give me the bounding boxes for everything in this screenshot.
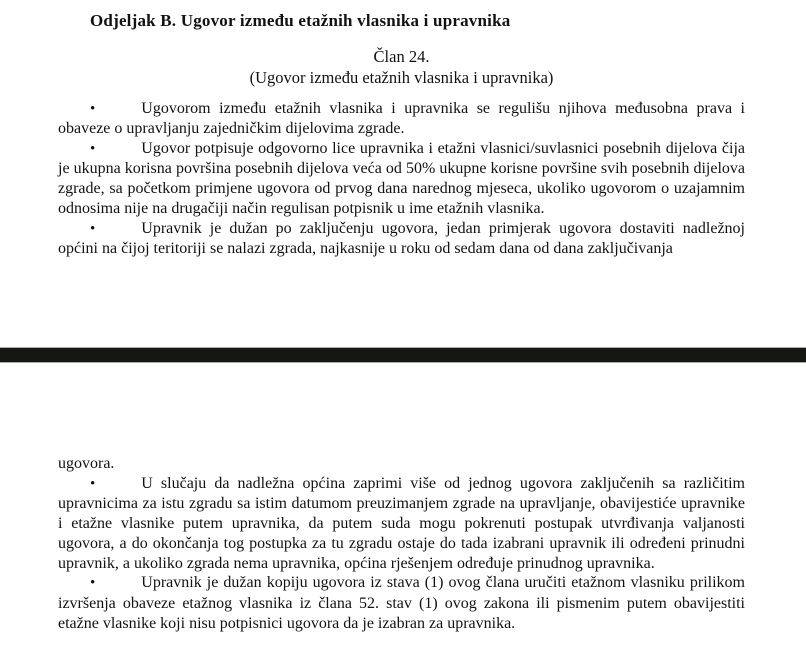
bullet-paragraph: • Upravnik je dužan kopiju ugovora iz stava (1) ovog člana uručiti etažnom vlasniku prilikom izvršenja obaveze etažnog vlasnika iz člana 52. stav (1) ovog zakona ili pismenim putem obavijestiti etažne vlasnike koji nisu potpisnici ugovora da je izabran za upravnika. xyxy=(58,574,745,632)
bullet-paragraph: • U slučaju da nadležna općina zaprimi više od jednog ugovora zaključenih sa različitim upravnicima za istu zgradu sa istim datumom preuzimanjem zgrade na upravljanje, obavijestiće upravnike i etažne vlasnike putem upravnika, da putem suda mogu pokrenuti postupak utvrđivanja valjanosti ugovora, a do okončanja tog postupka za tu zgradu ostaje do tada izabrani upravnik ili određeni prinudni upravnik, a ukoliko zgrada nema upravnika, općina rješenjem određuje prinudnog upravnika. xyxy=(58,474,745,572)
article-header xyxy=(58,46,745,88)
bullet-marker: • xyxy=(90,575,96,592)
black-separator-bar xyxy=(0,347,806,363)
bullet-marker: • xyxy=(90,475,96,492)
article-title: (Ugovor između etažnih vlasnika i upravnika) xyxy=(249,68,554,87)
bullet-paragraph: • Upravnik je dužan po zaključenju ugovora, jedan primjerak ugovora dostaviti nadležnoj općini na čijoj teritoriji se nalazi zgrada, najkasnije u roku od sedam dana od dana zaključivanja xyxy=(58,220,745,257)
section-heading: Odjeljak B. Ugovor između etažnih vlasnika i upravnika xyxy=(90,11,511,30)
continuation-paragraph: ugovora. xyxy=(58,455,115,472)
text-block-below-bar xyxy=(58,454,745,633)
article-number: Član 24. xyxy=(373,47,430,66)
bullet-marker: • xyxy=(90,101,96,117)
bullet-paragraph: • Ugovorom između etažnih vlasnika i upravnika se regulišu njihova međusobna prava i obaveze o upravljanju zajedničkim dijelovima zgrade. xyxy=(58,100,745,137)
bullet-marker: • xyxy=(90,221,96,237)
bullet-paragraph: • Ugovor potpisuje odgovorno lice upravnika i etažni vlasnici/suvlasnici posebnih dijelova čija je ukupna korisna površina posebnih dijelova veća od 50% ukupne korisne površine svih posebnih dijelova zgrade, sa početkom primjene ugovora od prvog dana narednog mjeseca, ukoliko ugovorom o uzajamnim odnosima nije na drugačiji način regulisan potpisnik u ime etažnih vlasnika. xyxy=(58,140,745,217)
bullet-marker: • xyxy=(90,141,96,157)
text-block-above-bar xyxy=(58,99,745,259)
